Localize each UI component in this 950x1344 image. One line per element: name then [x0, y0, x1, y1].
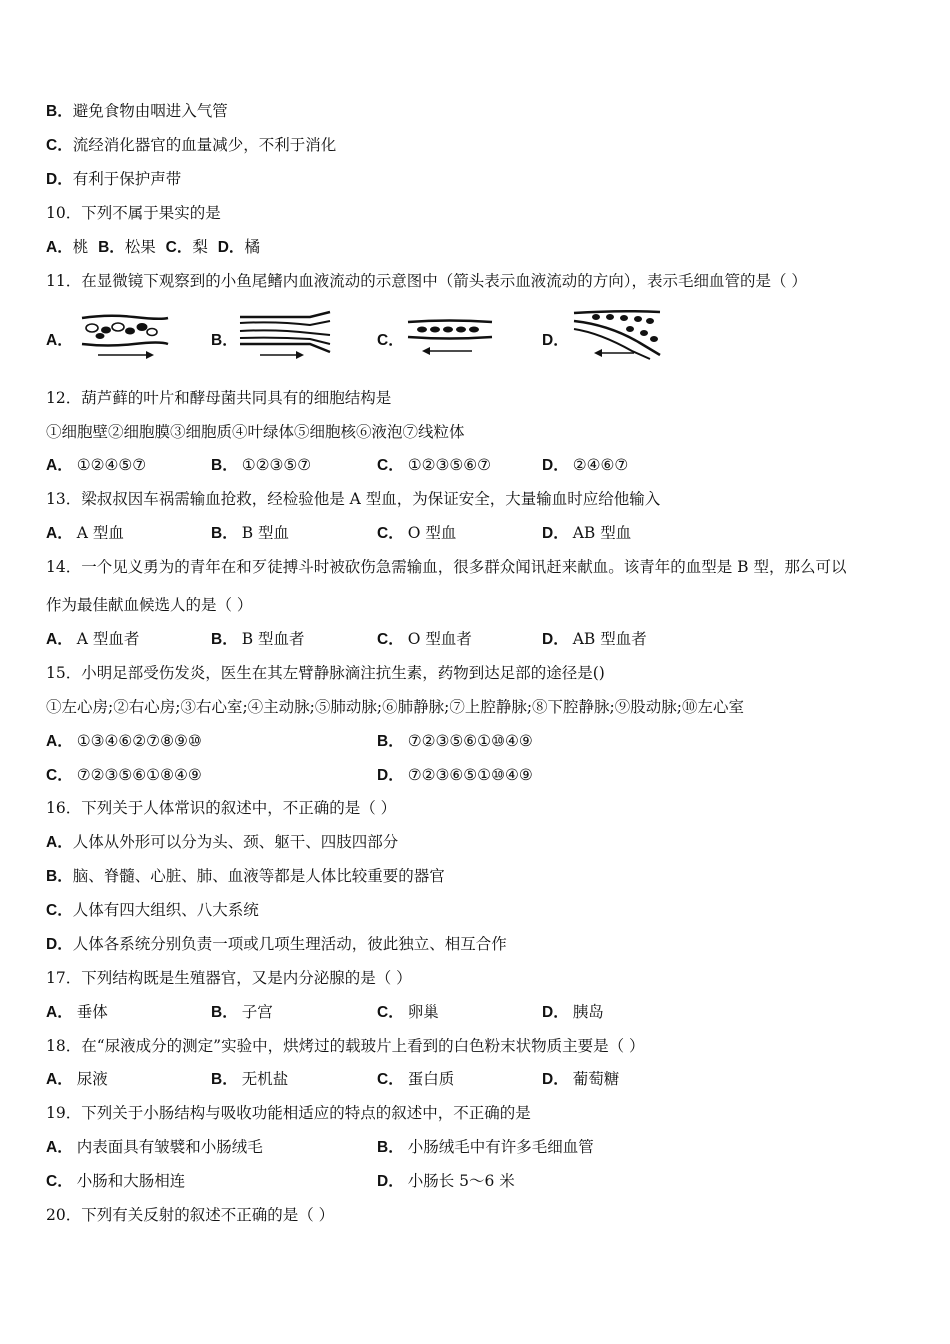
option-text: 人体从外形可以分为头、颈、躯干、四肢四部分 — [72, 833, 399, 851]
option-text: 蛋白质 — [407, 1070, 455, 1088]
option-label: D． — [542, 525, 569, 542]
option-label: A． — [46, 631, 73, 648]
option-text: 松果 — [124, 238, 156, 256]
option-text: ⑦②③⑤⑥①⑧④⑨ — [76, 766, 202, 784]
q12-option-a — [46, 455, 146, 476]
q16-stem: 16．下列关于人体常识的叙述中，不正确的是（ ） — [46, 799, 397, 817]
q19-option-b — [377, 1137, 594, 1158]
q19-stem: 19．下列关于小肠结构与吸收功能相适应的特点的叙述中，不正确的是 — [46, 1104, 531, 1122]
option-label: D． — [542, 631, 569, 648]
option-text: 流经消化器官的血量减少，不利于消化 — [72, 136, 337, 154]
q17-option-c — [377, 1002, 439, 1023]
q9-option-d — [46, 169, 181, 190]
option-label: D． — [46, 171, 73, 188]
q18-option-d — [542, 1069, 619, 1090]
option-text: ②④⑥⑦ — [572, 456, 629, 474]
option-text: A 型血 — [76, 524, 124, 542]
option-text: 葡萄糖 — [572, 1070, 620, 1088]
q13-option-a — [46, 523, 124, 544]
option-label: B． — [46, 868, 73, 885]
option-label: C． — [46, 902, 73, 919]
option-label: C． — [377, 457, 404, 474]
option-label: B． — [211, 631, 238, 648]
option-label: D． — [542, 457, 569, 474]
q12-option-b — [211, 455, 311, 476]
q20-stem: 20．下列有关反射的叙述不正确的是（ ） — [46, 1206, 335, 1224]
option-label: A． — [46, 1004, 73, 1021]
vessel-figure-a — [78, 309, 170, 361]
option-text: 桃 — [72, 238, 89, 256]
option-label: A． — [46, 1071, 73, 1088]
q15-option-c — [46, 765, 202, 786]
option-label: D． — [46, 936, 73, 953]
option-text: 胰岛 — [572, 1003, 604, 1021]
q17-option-a — [46, 1002, 108, 1023]
option-label: A． — [46, 834, 73, 851]
option-text: 有利于保护声带 — [72, 170, 182, 188]
q11-option-d-label — [542, 330, 573, 351]
option-text: 尿液 — [76, 1070, 108, 1088]
option-label: B． — [211, 457, 238, 474]
option-text: 橘 — [244, 238, 260, 256]
option-text: 小肠和大肠相连 — [76, 1172, 186, 1190]
option-text: ⑦②③⑥⑤①⑩④⑨ — [407, 766, 533, 784]
vessel-figure-c — [404, 309, 496, 361]
option-text: ①②④⑤⑦ — [76, 456, 147, 474]
option-label: D． — [217, 239, 245, 256]
option-label: D． — [377, 1173, 404, 1190]
q17-option-b — [211, 1002, 273, 1023]
option-label: C． — [46, 137, 73, 154]
option-label: A． — [46, 332, 73, 349]
q15-structure-list: ①左心房;②右心房;③右心室;④主动脉;⑤肺动脉;⑥肺静脉;⑦上腔静脉;⑧下腔静脉;⑨股动脉;⑩左心室 — [46, 698, 745, 716]
q11-stem: 11．在显微镜下观察到的小鱼尾鳍内血液流动的示意图中（箭头表示血液流动的方向），表示毛细血管的是（ ） — [46, 272, 807, 290]
q18-option-c — [377, 1069, 454, 1090]
q19-option-c — [46, 1171, 185, 1192]
q13-option-d — [542, 523, 631, 544]
option-label: C． — [377, 631, 404, 648]
option-label: C． — [46, 1173, 73, 1190]
q12-structure-list: ①细胞壁②细胞膜③细胞质④叶绿体⑤细胞核⑥液泡⑦线粒体 — [46, 423, 465, 441]
q15-stem: 15．小明足部受伤发炎，医生在其左臂静脉滴注抗生素，药物到达足部的途径是() — [46, 664, 605, 682]
option-label: C． — [377, 332, 404, 349]
option-text: 内表面具有皱襞和小肠绒毛 — [76, 1138, 263, 1156]
q15-option-b — [377, 731, 533, 752]
option-label: B． — [211, 525, 238, 542]
option-label: C． — [165, 239, 193, 256]
option-label: B． — [98, 239, 125, 256]
option-label: B． — [211, 332, 238, 349]
q13-stem: 13．梁叔叔因车祸需输血抢救，经检验他是 A 型血，为保证安全，大量输血时应给他输入 — [46, 490, 661, 508]
q18-stem: 18．在“尿液成分的测定”实验中，烘烤过的载玻片上看到的白色粉末状物质主要是（ ） — [46, 1037, 645, 1055]
option-label: C． — [377, 1071, 404, 1088]
q14-stem-line1: 14．一个见义勇为的青年在和歹徒搏斗时被砍伤急需输血，很多群众闻讯赶来献血。该青年的血型是 B 型，那么可以 — [46, 558, 847, 576]
option-label: A． — [46, 1139, 73, 1156]
option-text: B 型血者 — [241, 630, 305, 648]
option-text: 脑、脊髓、心脏、肺、血液等都是人体比较重要的器官 — [72, 867, 445, 885]
q9-option-b — [46, 101, 228, 122]
option-text: O 型血 — [407, 524, 457, 542]
q14-option-a — [46, 629, 139, 650]
option-text: 卵巢 — [407, 1003, 439, 1021]
q16-option-d — [46, 934, 507, 955]
q19-option-d — [377, 1171, 515, 1192]
option-label: D． — [542, 1004, 569, 1021]
option-label: A． — [46, 239, 73, 256]
q17-stem: 17．下列结构既是生殖器官，又是内分泌腺的是（ ） — [46, 969, 412, 987]
q11-option-a-label — [46, 330, 77, 351]
q14-stem-line2: 作为最佳献血候选人的是（ ） — [46, 596, 253, 614]
option-text: ①②③⑤⑥⑦ — [407, 456, 492, 474]
option-text: ①②③⑤⑦ — [241, 456, 312, 474]
option-label: C． — [377, 525, 404, 542]
option-label: B． — [211, 1071, 238, 1088]
option-label: A． — [46, 457, 73, 474]
q14-option-b — [211, 629, 305, 650]
option-label: B． — [377, 1139, 404, 1156]
option-text: ⑦②③⑤⑥①⑩④⑨ — [407, 732, 533, 750]
q12-stem: 12．葫芦藓的叶片和酵母菌共同具有的细胞结构是 — [46, 389, 392, 407]
option-label: B． — [377, 733, 404, 750]
q16-option-a — [46, 832, 398, 853]
q10-stem: 10．下列不属于果实的是 — [46, 204, 221, 222]
option-text: AB 型血 — [572, 524, 632, 542]
option-label: D． — [542, 332, 569, 349]
q17-option-d — [542, 1002, 604, 1023]
option-text: A 型血者 — [76, 630, 140, 648]
option-text: AB 型血者 — [572, 630, 647, 648]
option-label: B． — [46, 103, 73, 120]
q14-option-c — [377, 629, 472, 650]
option-text: 人体有四大组织、八大系统 — [72, 901, 259, 919]
option-text: 子宫 — [241, 1003, 273, 1021]
q13-option-c — [377, 523, 456, 544]
q12-option-c — [377, 455, 491, 476]
q15-option-d — [377, 765, 533, 786]
q10-options — [46, 237, 260, 258]
option-text: 避免食物由咽进入气管 — [72, 102, 228, 120]
option-text: 无机盐 — [241, 1070, 289, 1088]
option-label: B． — [211, 1004, 238, 1021]
q13-option-b — [211, 523, 289, 544]
vessel-figure-b — [236, 309, 334, 361]
option-text: ①③④⑥②⑦⑧⑨⑩ — [76, 732, 202, 750]
option-label: C． — [377, 1004, 404, 1021]
q15-option-a — [46, 731, 202, 752]
option-text: 人体各系统分别负责一项或几项生理活动，彼此独立、相互合作 — [72, 935, 507, 953]
option-label: A． — [46, 525, 73, 542]
q14-option-d — [542, 629, 647, 650]
q18-option-b — [211, 1069, 288, 1090]
q19-option-a — [46, 1137, 263, 1158]
option-label: C． — [46, 767, 73, 784]
option-text: 垂体 — [76, 1003, 108, 1021]
option-text: 小肠绒毛中有许多毛细血管 — [407, 1138, 594, 1156]
option-label: D． — [542, 1071, 569, 1088]
vessel-figure-d — [570, 307, 664, 365]
option-text: 梨 — [192, 238, 208, 256]
option-label: A． — [46, 733, 73, 750]
q12-option-d — [542, 455, 628, 476]
q16-option-b — [46, 866, 445, 887]
option-text: O 型血者 — [407, 630, 472, 648]
q16-option-c — [46, 900, 259, 921]
option-text: B 型血 — [241, 524, 290, 542]
option-label: D． — [377, 767, 404, 784]
q9-option-c — [46, 135, 336, 156]
q18-option-a — [46, 1069, 108, 1090]
option-text: 小肠长 5～6 米 — [407, 1172, 515, 1190]
